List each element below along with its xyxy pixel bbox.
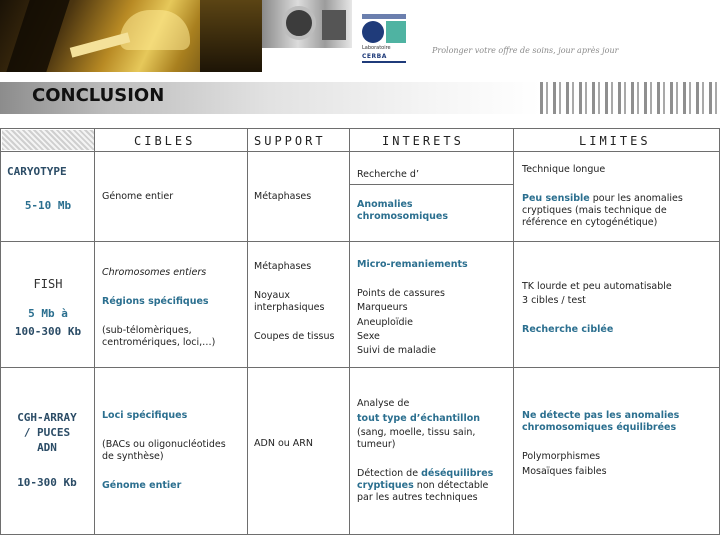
limite-peu-sensible-line3: référence en cytogénétique) [522, 217, 658, 228]
support-noyaux-1: Noyaux [254, 290, 291, 301]
interet-micro-remaniements: Micro-remaniements [357, 259, 468, 270]
row-title-cgh-3: ADN [37, 441, 57, 454]
interet-anomalies-1: Anomalies [357, 199, 413, 210]
interet-recherche: Recherche d’ [357, 169, 419, 180]
interet-aneuploidie: Aneuploïdie [357, 317, 414, 328]
row-resolution-fish-2: 100-300 Kb [14, 325, 82, 338]
interet-suivi-maladie: Suivi de maladie [357, 345, 436, 356]
interet-analyse-de: Analyse de [357, 398, 410, 409]
cible-subtelomeriques-2: centromériques, loci,…) [102, 337, 216, 348]
support-metaphases-fish: Métaphases [254, 261, 312, 272]
row-title-caryotype: CARYOTYPE [7, 165, 67, 178]
row-title-cgh-2: / PUCES [23, 426, 71, 439]
page-title: CONCLUSION [32, 85, 165, 106]
interet-anomalies-2: chromosomiques [357, 211, 449, 222]
cible-bacs-2: de synthèse) [102, 451, 164, 462]
limite-technique-longue: Technique longue [522, 164, 606, 175]
interet-detection-3: par les autres techniques [357, 492, 478, 503]
title-banner [0, 82, 720, 114]
column-header-limites: LIMITES [579, 134, 651, 148]
interet-sang-moelle-1: (sang, moelle, tissu sain, [357, 427, 476, 438]
cible-subtelomeriques-1: (sub-télomèriques, [102, 325, 192, 336]
row-resolution-cgh: 10-300 Kb [17, 476, 77, 489]
limite-ne-detecte-pas-1: Ne détecte pas les anomalies [522, 410, 680, 421]
support-metaphases: Métaphases [254, 191, 312, 202]
limite-ne-detecte-pas-2: chromosomiques équilibrées [522, 422, 677, 433]
limite-polymorphismes: Polymorphismes [522, 451, 601, 462]
cible-bacs-1: (BACs ou oligonucléotides [102, 439, 226, 450]
interet-tout-type: tout type d’échantillon [357, 413, 480, 424]
interet-points-cassures: Points de cassures [357, 288, 445, 299]
row-title-fish: FISH [33, 277, 63, 291]
cible-loci-specifiques: Loci spécifiques [102, 410, 188, 421]
row-title-cgh-1: CGH-ARRAY [17, 411, 77, 424]
logo-subtitle: Laboratoire [362, 45, 391, 51]
support-coupes-tissus: Coupes de tissus [254, 331, 335, 342]
support-noyaux-2: interphasiques [254, 302, 325, 313]
limite-mosaiques-faibles: Mosaïques faibles [522, 466, 607, 477]
cible-genome-entier-cgh: Génome entier [102, 480, 182, 491]
cible-genome-entier: Génome entier [102, 191, 174, 202]
row-resolution-fish-1: 5 Mb à [28, 307, 68, 320]
limite-3-cibles: 3 cibles / test [522, 295, 586, 306]
row-resolution-caryotype: 5-10 Mb [24, 199, 72, 212]
header-photo-microscope [262, 0, 352, 48]
column-header-cibles: CIBLES [134, 134, 196, 148]
limite-peu-sensible-line2: cryptiques (mais technique de [522, 205, 667, 216]
column-header-interets: INTERETS [382, 134, 464, 148]
support-adn-arn: ADN ou ARN [254, 438, 313, 449]
cible-regions-specifiques: Régions spécifiques [102, 296, 209, 307]
cerba-logo [362, 14, 410, 68]
limite-tk-lourde: TK lourde et peu automatisable [522, 281, 672, 292]
header-stripe-decoration [2, 130, 94, 150]
column-header-support: SUPPORT [254, 134, 326, 148]
header-photo-lab-equipment [0, 0, 262, 72]
interet-detection-2: cryptiques non détectable [357, 480, 489, 491]
logo-name: CERBA [362, 53, 387, 60]
interet-sexe: Sexe [357, 331, 380, 342]
limite-recherche-ciblee: Recherche ciblée [522, 324, 614, 335]
decorative-bars [540, 82, 720, 114]
interet-detection-1: Détection de déséquilibres [357, 468, 494, 479]
limite-peu-sensible-line1: Peu sensible pour les anomalies [522, 193, 683, 204]
interet-sang-moelle-2: tumeur) [357, 439, 396, 450]
interet-marqueurs: Marqueurs [357, 302, 408, 313]
slogan: Prolonger votre offre de soins, jour après jour [432, 46, 619, 55]
comparison-table [0, 128, 720, 535]
cible-chromosomes-entiers: Chromosomes entiers [102, 267, 207, 278]
